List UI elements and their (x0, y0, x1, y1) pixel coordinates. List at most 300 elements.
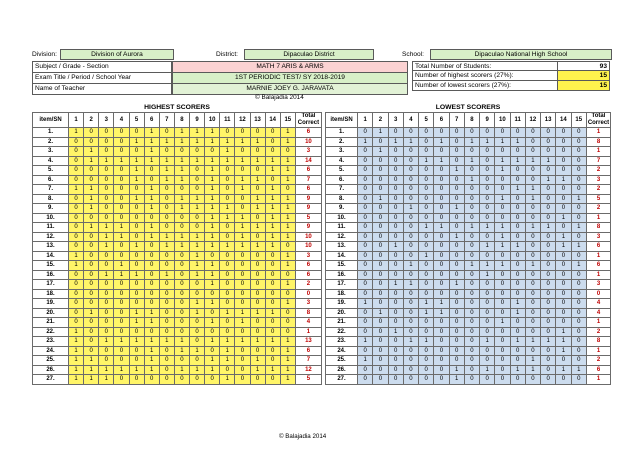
score-cell[interactable]: 0 (571, 213, 586, 223)
score-cell[interactable]: 0 (480, 346, 495, 356)
score-cell[interactable]: 0 (464, 242, 479, 252)
score-cell[interactable]: 0 (464, 299, 479, 309)
score-cell[interactable]: 0 (99, 356, 114, 366)
score-cell[interactable]: 1 (250, 204, 265, 214)
score-cell[interactable]: 1 (495, 156, 510, 166)
score-cell[interactable]: 0 (419, 280, 434, 290)
score-cell[interactable]: 0 (144, 375, 159, 385)
score-cell[interactable]: 1 (280, 194, 295, 204)
score-cell[interactable]: 0 (403, 194, 418, 204)
score-cell[interactable]: 0 (571, 185, 586, 195)
score-cell[interactable]: 0 (510, 213, 525, 223)
score-cell[interactable]: 0 (495, 337, 510, 347)
score-cell[interactable]: 1 (129, 308, 144, 318)
score-cell[interactable]: 1 (495, 318, 510, 328)
score-cell[interactable]: 0 (114, 147, 129, 157)
score-cell[interactable]: 1 (449, 166, 464, 176)
score-cell[interactable]: 0 (250, 299, 265, 309)
score-cell[interactable]: 0 (556, 147, 571, 157)
score-cell[interactable]: 0 (235, 356, 250, 366)
score-cell[interactable]: 0 (129, 346, 144, 356)
score-cell[interactable]: 0 (159, 289, 174, 299)
score-cell[interactable]: 0 (403, 327, 418, 337)
score-cell[interactable]: 0 (144, 327, 159, 337)
score-cell[interactable]: 0 (99, 327, 114, 337)
score-cell[interactable]: 1 (525, 261, 540, 271)
score-cell[interactable]: 0 (129, 261, 144, 271)
score-cell[interactable]: 0 (541, 261, 556, 271)
score-cell[interactable]: 0 (556, 128, 571, 138)
score-cell[interactable]: 1 (403, 280, 418, 290)
score-cell[interactable]: 1 (220, 147, 235, 157)
score-cell[interactable]: 0 (99, 185, 114, 195)
score-cell[interactable]: 0 (250, 270, 265, 280)
score-cell[interactable]: 0 (265, 375, 280, 385)
score-cell[interactable]: 1 (114, 223, 129, 233)
score-cell[interactable]: 0 (235, 327, 250, 337)
score-cell[interactable]: 1 (265, 337, 280, 347)
score-cell[interactable]: 0 (220, 128, 235, 138)
score-cell[interactable]: 1 (174, 337, 189, 347)
score-cell[interactable]: 1 (265, 308, 280, 318)
score-cell[interactable]: 0 (525, 175, 540, 185)
score-cell[interactable]: 0 (556, 223, 571, 233)
score-cell[interactable]: 0 (541, 128, 556, 138)
score-cell[interactable]: 1 (205, 337, 220, 347)
score-cell[interactable]: 0 (69, 270, 84, 280)
score-cell[interactable]: 0 (419, 128, 434, 138)
score-cell[interactable]: 0 (434, 128, 449, 138)
score-cell[interactable]: 1 (449, 375, 464, 385)
score-cell[interactable]: 0 (419, 175, 434, 185)
score-cell[interactable]: 0 (556, 270, 571, 280)
score-cell[interactable]: 0 (403, 299, 418, 309)
score-cell[interactable]: 0 (373, 156, 388, 166)
score-cell[interactable]: 0 (84, 251, 99, 261)
score-cell[interactable]: 1 (220, 346, 235, 356)
score-cell[interactable]: 0 (525, 280, 540, 290)
score-cell[interactable]: 0 (525, 375, 540, 385)
score-cell[interactable]: 0 (541, 365, 556, 375)
score-cell[interactable]: 0 (69, 147, 84, 157)
score-cell[interactable]: 0 (434, 270, 449, 280)
score-cell[interactable]: 0 (403, 289, 418, 299)
score-cell[interactable]: 0 (99, 299, 114, 309)
score-cell[interactable]: 1 (525, 156, 540, 166)
score-cell[interactable]: 0 (541, 213, 556, 223)
score-cell[interactable]: 0 (358, 365, 373, 375)
score-cell[interactable]: 1 (69, 261, 84, 271)
score-cell[interactable]: 0 (99, 308, 114, 318)
score-cell[interactable]: 1 (205, 223, 220, 233)
score-cell[interactable]: 1 (358, 137, 373, 147)
score-cell[interactable]: 0 (388, 232, 403, 242)
score-cell[interactable]: 0 (403, 375, 418, 385)
score-cell[interactable]: 1 (464, 156, 479, 166)
score-cell[interactable]: 0 (541, 280, 556, 290)
score-cell[interactable]: 0 (114, 251, 129, 261)
score-cell[interactable]: 0 (84, 327, 99, 337)
score-cell[interactable]: 0 (358, 213, 373, 223)
score-cell[interactable]: 1 (190, 242, 205, 252)
score-cell[interactable]: 0 (419, 289, 434, 299)
score-cell[interactable]: 1 (174, 365, 189, 375)
score-cell[interactable]: 0 (388, 147, 403, 157)
score-cell[interactable]: 0 (464, 213, 479, 223)
score-cell[interactable]: 1 (174, 232, 189, 242)
score-cell[interactable]: 0 (373, 213, 388, 223)
score-cell[interactable]: 0 (464, 194, 479, 204)
score-cell[interactable]: 0 (69, 194, 84, 204)
score-cell[interactable]: 0 (571, 289, 586, 299)
score-cell[interactable]: 0 (373, 280, 388, 290)
score-cell[interactable]: 0 (419, 327, 434, 337)
score-cell[interactable]: 0 (220, 299, 235, 309)
score-cell[interactable]: 0 (114, 242, 129, 252)
score-cell[interactable]: 0 (373, 346, 388, 356)
score-cell[interactable]: 1 (99, 242, 114, 252)
score-cell[interactable]: 0 (129, 289, 144, 299)
score-cell[interactable]: 0 (525, 327, 540, 337)
score-cell[interactable]: 0 (190, 147, 205, 157)
score-cell[interactable]: 0 (419, 365, 434, 375)
score-cell[interactable]: 0 (190, 337, 205, 347)
score-cell[interactable]: 0 (480, 147, 495, 157)
score-cell[interactable]: 1 (84, 308, 99, 318)
score-cell[interactable]: 0 (556, 251, 571, 261)
score-cell[interactable]: 0 (449, 175, 464, 185)
score-cell[interactable]: 1 (434, 299, 449, 309)
score-cell[interactable]: 0 (235, 261, 250, 271)
score-cell[interactable]: 0 (69, 280, 84, 290)
score-cell[interactable]: 0 (205, 147, 220, 157)
score-cell[interactable]: 0 (388, 251, 403, 261)
score-cell[interactable]: 1 (159, 156, 174, 166)
score-cell[interactable]: 0 (265, 137, 280, 147)
score-cell[interactable]: 0 (495, 175, 510, 185)
score-cell[interactable]: 0 (280, 308, 295, 318)
score-cell[interactable]: 0 (84, 242, 99, 252)
score-cell[interactable]: 0 (99, 166, 114, 176)
score-cell[interactable]: 0 (556, 299, 571, 309)
score-cell[interactable]: 0 (556, 280, 571, 290)
score-cell[interactable]: 1 (205, 232, 220, 242)
score-cell[interactable]: 0 (144, 251, 159, 261)
score-cell[interactable]: 1 (403, 261, 418, 271)
score-cell[interactable]: 1 (510, 156, 525, 166)
score-cell[interactable]: 1 (235, 137, 250, 147)
score-cell[interactable]: 1 (265, 223, 280, 233)
score-cell[interactable]: 0 (358, 261, 373, 271)
score-cell[interactable]: 0 (449, 194, 464, 204)
score-cell[interactable]: 0 (265, 175, 280, 185)
score-cell[interactable]: 1 (69, 128, 84, 138)
score-cell[interactable]: 0 (235, 299, 250, 309)
score-cell[interactable]: 0 (434, 346, 449, 356)
score-cell[interactable]: 0 (556, 156, 571, 166)
score-cell[interactable]: 0 (464, 365, 479, 375)
score-cell[interactable]: 1 (265, 242, 280, 252)
score-cell[interactable]: 0 (510, 204, 525, 214)
score-cell[interactable]: 0 (388, 213, 403, 223)
score-cell[interactable]: 1 (235, 213, 250, 223)
score-cell[interactable]: 1 (265, 204, 280, 214)
score-cell[interactable]: 0 (480, 166, 495, 176)
score-cell[interactable]: 1 (205, 270, 220, 280)
score-cell[interactable]: 0 (220, 251, 235, 261)
score-cell[interactable]: 0 (403, 166, 418, 176)
score-cell[interactable]: 0 (419, 261, 434, 271)
score-cell[interactable]: 1 (144, 308, 159, 318)
score-cell[interactable]: 1 (84, 147, 99, 157)
score-cell[interactable]: 0 (480, 175, 495, 185)
score-cell[interactable]: 1 (541, 223, 556, 233)
score-cell[interactable]: 0 (388, 318, 403, 328)
score-cell[interactable]: 1 (144, 204, 159, 214)
score-cell[interactable]: 1 (403, 204, 418, 214)
score-cell[interactable]: 0 (510, 318, 525, 328)
score-cell[interactable]: 0 (114, 137, 129, 147)
score-cell[interactable]: 0 (419, 346, 434, 356)
score-cell[interactable]: 0 (358, 289, 373, 299)
score-cell[interactable]: 1 (129, 137, 144, 147)
score-cell[interactable]: 0 (556, 261, 571, 271)
score-cell[interactable]: 0 (373, 185, 388, 195)
score-cell[interactable]: 0 (571, 147, 586, 157)
score-cell[interactable]: 0 (220, 223, 235, 233)
score-cell[interactable]: 1 (280, 156, 295, 166)
score-cell[interactable]: 0 (235, 280, 250, 290)
score-cell[interactable]: 0 (510, 346, 525, 356)
score-cell[interactable]: 0 (114, 204, 129, 214)
score-cell[interactable]: 0 (235, 128, 250, 138)
score-cell[interactable]: 0 (449, 185, 464, 195)
score-cell[interactable]: 0 (541, 185, 556, 195)
score-cell[interactable]: 1 (129, 175, 144, 185)
score-cell[interactable]: 0 (449, 128, 464, 138)
score-cell[interactable]: 0 (403, 270, 418, 280)
score-cell[interactable]: 0 (84, 299, 99, 309)
score-cell[interactable]: 0 (388, 289, 403, 299)
score-cell[interactable]: 0 (434, 365, 449, 375)
score-cell[interactable]: 0 (556, 194, 571, 204)
score-cell[interactable]: 0 (571, 318, 586, 328)
score-cell[interactable]: 0 (388, 261, 403, 271)
score-cell[interactable]: 0 (250, 251, 265, 261)
score-cell[interactable]: 0 (449, 327, 464, 337)
score-cell[interactable]: 0 (449, 147, 464, 157)
score-cell[interactable]: 0 (373, 289, 388, 299)
score-cell[interactable]: 1 (403, 337, 418, 347)
score-cell[interactable]: 0 (541, 232, 556, 242)
score-cell[interactable]: 1 (84, 156, 99, 166)
score-cell[interactable]: 0 (159, 365, 174, 375)
score-cell[interactable]: 0 (464, 251, 479, 261)
score-cell[interactable]: 1 (114, 156, 129, 166)
score-cell[interactable]: 0 (525, 299, 540, 309)
score-cell[interactable]: 0 (525, 308, 540, 318)
score-cell[interactable]: 0 (358, 280, 373, 290)
score-cell[interactable]: 0 (541, 346, 556, 356)
score-cell[interactable]: 1 (159, 242, 174, 252)
score-cell[interactable]: 0 (159, 204, 174, 214)
score-cell[interactable]: 0 (556, 289, 571, 299)
score-cell[interactable]: 0 (99, 289, 114, 299)
score-cell[interactable]: 0 (480, 185, 495, 195)
score-cell[interactable]: 1 (280, 137, 295, 147)
score-cell[interactable]: 0 (114, 299, 129, 309)
score-cell[interactable]: 0 (556, 318, 571, 328)
score-cell[interactable]: 0 (480, 327, 495, 337)
score-cell[interactable]: 1 (495, 242, 510, 252)
score-cell[interactable]: 0 (99, 175, 114, 185)
score-cell[interactable]: 1 (541, 175, 556, 185)
score-cell[interactable]: 0 (571, 375, 586, 385)
score-cell[interactable]: 0 (403, 318, 418, 328)
score-cell[interactable]: 0 (510, 194, 525, 204)
score-cell[interactable]: 1 (280, 375, 295, 385)
score-cell[interactable]: 1 (280, 261, 295, 271)
score-cell[interactable]: 0 (464, 166, 479, 176)
score-cell[interactable]: 1 (205, 128, 220, 138)
score-cell[interactable]: 0 (525, 204, 540, 214)
score-cell[interactable]: 0 (129, 213, 144, 223)
score-cell[interactable]: 0 (159, 223, 174, 233)
score-cell[interactable]: 0 (541, 356, 556, 366)
score-cell[interactable]: 0 (114, 308, 129, 318)
score-cell[interactable]: 0 (403, 185, 418, 195)
score-cell[interactable]: 1 (84, 204, 99, 214)
score-cell[interactable]: 1 (235, 156, 250, 166)
score-cell[interactable]: 1 (84, 365, 99, 375)
score-cell[interactable]: 1 (464, 261, 479, 271)
score-cell[interactable]: 0 (114, 289, 129, 299)
score-cell[interactable]: 1 (280, 299, 295, 309)
score-cell[interactable]: 0 (495, 147, 510, 157)
score-cell[interactable]: 0 (159, 213, 174, 223)
score-cell[interactable]: 0 (114, 128, 129, 138)
score-cell[interactable]: 0 (419, 242, 434, 252)
score-cell[interactable]: 0 (358, 232, 373, 242)
score-cell[interactable]: 1 (265, 365, 280, 375)
score-cell[interactable]: 0 (174, 318, 189, 328)
score-cell[interactable]: 0 (69, 137, 84, 147)
score-cell[interactable]: 0 (174, 251, 189, 261)
score-cell[interactable]: 1 (84, 356, 99, 366)
score-cell[interactable]: 0 (419, 318, 434, 328)
score-cell[interactable]: 0 (174, 185, 189, 195)
score-cell[interactable]: 0 (480, 156, 495, 166)
score-cell[interactable]: 1 (114, 365, 129, 375)
score-cell[interactable]: 0 (449, 299, 464, 309)
score-cell[interactable]: 1 (495, 223, 510, 233)
score-cell[interactable]: 0 (571, 251, 586, 261)
score-cell[interactable]: 0 (419, 204, 434, 214)
score-cell[interactable]: 0 (403, 356, 418, 366)
score-cell[interactable]: 0 (174, 308, 189, 318)
score-cell[interactable]: 0 (480, 375, 495, 385)
score-cell[interactable]: 0 (525, 346, 540, 356)
score-cell[interactable]: 0 (144, 289, 159, 299)
score-cell[interactable]: 1 (69, 251, 84, 261)
score-cell[interactable]: 0 (571, 166, 586, 176)
score-cell[interactable]: 0 (144, 242, 159, 252)
score-cell[interactable]: 0 (69, 204, 84, 214)
score-cell[interactable]: 0 (388, 375, 403, 385)
score-cell[interactable]: 0 (495, 128, 510, 138)
score-cell[interactable]: 0 (419, 137, 434, 147)
score-cell[interactable]: 0 (480, 213, 495, 223)
score-cell[interactable]: 0 (159, 318, 174, 328)
score-cell[interactable]: 1 (495, 261, 510, 271)
score-cell[interactable]: 0 (449, 156, 464, 166)
score-cell[interactable]: 0 (129, 128, 144, 138)
score-cell[interactable]: 0 (235, 166, 250, 176)
score-cell[interactable]: 0 (571, 337, 586, 347)
score-cell[interactable]: 0 (190, 223, 205, 233)
score-cell[interactable]: 1 (144, 156, 159, 166)
score-cell[interactable]: 1 (205, 299, 220, 309)
score-cell[interactable]: 0 (159, 261, 174, 271)
score-cell[interactable]: 0 (541, 147, 556, 157)
score-cell[interactable]: 1 (144, 232, 159, 242)
score-cell[interactable]: 1 (235, 175, 250, 185)
score-cell[interactable]: 0 (403, 251, 418, 261)
score-cell[interactable]: 1 (280, 232, 295, 242)
score-cell[interactable]: 0 (525, 318, 540, 328)
score-cell[interactable]: 0 (205, 251, 220, 261)
score-cell[interactable]: 0 (464, 289, 479, 299)
score-cell[interactable]: 1 (235, 337, 250, 347)
score-cell[interactable]: 1 (571, 242, 586, 252)
score-cell[interactable]: 0 (510, 375, 525, 385)
score-cell[interactable]: 0 (571, 327, 586, 337)
score-cell[interactable]: 0 (434, 194, 449, 204)
score-cell[interactable]: 0 (388, 308, 403, 318)
score-cell[interactable]: 0 (129, 375, 144, 385)
score-cell[interactable]: 1 (419, 156, 434, 166)
score-cell[interactable]: 1 (205, 185, 220, 195)
score-cell[interactable]: 0 (205, 308, 220, 318)
score-cell[interactable]: 0 (571, 346, 586, 356)
score-cell[interactable]: 0 (449, 337, 464, 347)
score-cell[interactable]: 0 (220, 318, 235, 328)
score-cell[interactable]: 0 (541, 299, 556, 309)
score-cell[interactable]: 0 (464, 337, 479, 347)
score-cell[interactable]: 0 (358, 223, 373, 233)
score-cell[interactable]: 0 (358, 166, 373, 176)
score-cell[interactable]: 0 (388, 175, 403, 185)
score-cell[interactable]: 1 (358, 356, 373, 366)
score-cell[interactable]: 1 (280, 365, 295, 375)
score-cell[interactable]: 0 (571, 308, 586, 318)
score-cell[interactable]: 0 (571, 204, 586, 214)
score-cell[interactable]: 0 (480, 299, 495, 309)
score-cell[interactable]: 0 (250, 375, 265, 385)
score-cell[interactable]: 1 (480, 261, 495, 271)
score-cell[interactable]: 1 (250, 194, 265, 204)
score-cell[interactable]: 1 (525, 185, 540, 195)
score-cell[interactable]: 0 (265, 299, 280, 309)
score-cell[interactable]: 1 (419, 251, 434, 261)
score-cell[interactable]: 0 (174, 270, 189, 280)
score-cell[interactable]: 1 (190, 365, 205, 375)
score-cell[interactable]: 0 (434, 175, 449, 185)
score-cell[interactable]: 1 (265, 166, 280, 176)
score-cell[interactable]: 1 (205, 194, 220, 204)
score-cell[interactable]: 0 (373, 318, 388, 328)
score-cell[interactable]: 1 (265, 194, 280, 204)
